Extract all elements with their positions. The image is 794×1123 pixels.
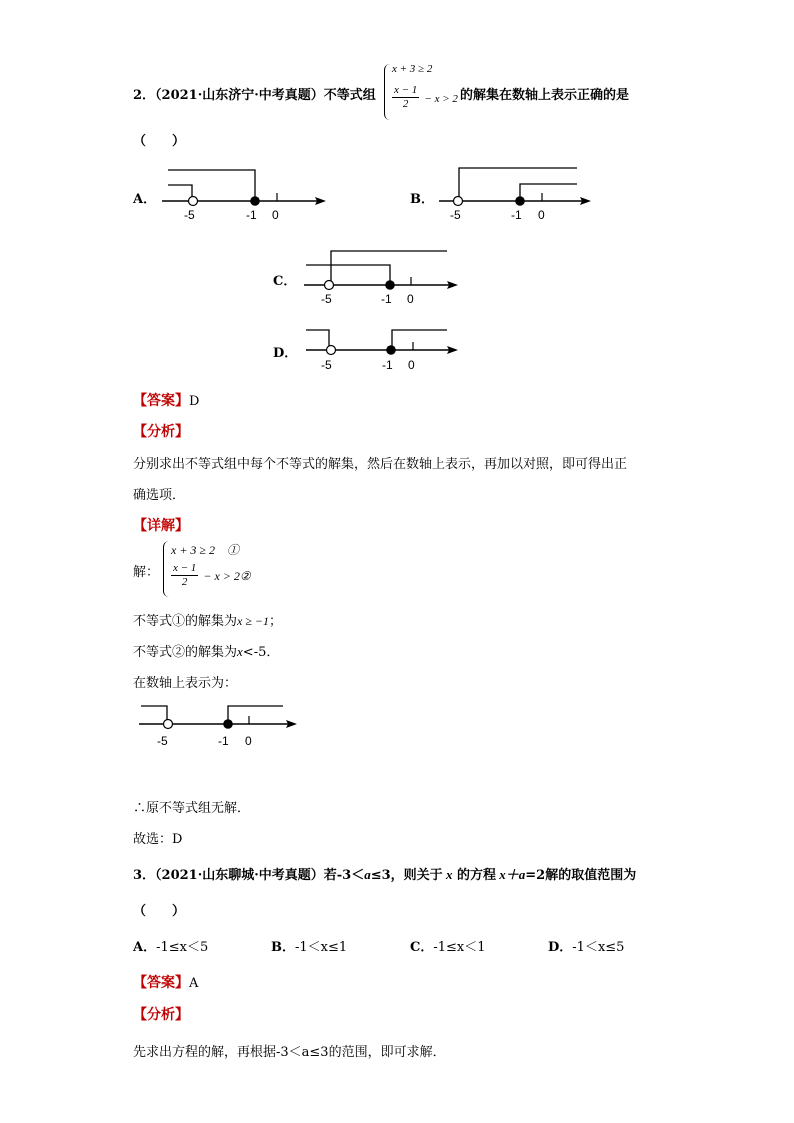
q3-answer-value: A xyxy=(189,976,199,991)
q3-analysis-text: 先求出方程的解，再根据-3＜a≤3的范围，即可求解． xyxy=(133,1045,446,1060)
solution-ineq2: $\frac{x - 1}{2}$ − x > 2② xyxy=(173,562,251,588)
q2-paren: （ ） xyxy=(133,134,186,149)
choose-line: 故选：D xyxy=(133,832,183,847)
solution-number-line xyxy=(135,700,305,752)
number-line-a xyxy=(160,160,330,222)
tick-b-0: 0 xyxy=(538,208,545,222)
tick-c-0: 0 xyxy=(407,292,414,304)
tick-sol-neg1: -1 xyxy=(218,734,229,748)
q3-analysis-tag: 【分析】 xyxy=(133,1007,189,1023)
solution-line2: 不等式②的解集为x<-5． xyxy=(133,644,280,660)
therefore-line: ∴原不等式组无解． xyxy=(133,801,251,816)
answer-value: D xyxy=(189,394,200,409)
q3-answer-tag: 【答案】 xyxy=(133,975,189,991)
solution-prefix: 解： xyxy=(133,565,160,580)
q2-system-ineq1: x + 3 ≥ 2 xyxy=(392,63,433,75)
detail-tag: 【详解】 xyxy=(133,518,189,534)
q2-fraction: $\frac{x - 1}{2}$ xyxy=(394,84,418,110)
solution-fraction: $\frac{x - 1}{2}$ xyxy=(173,562,197,588)
analysis-text-line1: 分别求出不等式组中每个不等式的解集，然后在数轴上表示，再加以对照，即可得出正 xyxy=(133,457,628,472)
solution-line3: 在数轴上表示为： xyxy=(133,676,238,691)
tick-c-neg5: -5 xyxy=(321,292,332,304)
q3-option-d: D．-1＜x≤5 xyxy=(548,940,625,955)
solution-system-brace xyxy=(163,541,170,597)
q3-option-a: A．-1≤x＜5 xyxy=(133,940,209,955)
analysis-text-line2: 确选项． xyxy=(133,488,186,503)
q2-answer xyxy=(133,390,199,410)
q3-paren: （ ） xyxy=(133,904,186,919)
tick-a-0: 0 xyxy=(272,208,279,222)
solution-line1: 不等式①的解集为x ≥ −1； xyxy=(133,614,283,629)
number-line-d xyxy=(300,320,470,380)
answer-tag: 【答案】 xyxy=(133,393,189,409)
q3-answer xyxy=(133,972,198,992)
q2-system-brace xyxy=(384,64,391,120)
tick-d-neg1: -1 xyxy=(382,358,393,372)
option-b-label: B． xyxy=(410,192,434,207)
tick-a-neg1: -1 xyxy=(246,208,257,222)
tick-d-0: 0 xyxy=(408,358,415,372)
analysis-tag: 【分析】 xyxy=(133,424,189,440)
tick-b-neg5: -5 xyxy=(450,208,461,222)
q3-option-c: C．-1≤x＜1 xyxy=(410,940,486,955)
option-a-label: A． xyxy=(133,192,157,207)
number-line-b xyxy=(435,160,595,222)
tick-sol-0: 0 xyxy=(245,734,252,748)
option-d-label: D． xyxy=(273,346,298,361)
tick-d-neg5: -5 xyxy=(321,358,332,372)
q2-stem-prefix: 2．（2021·山东济宁·中考真题）不等式组 xyxy=(133,88,376,103)
tick-c-neg1: -1 xyxy=(381,292,392,304)
q3-stem: 3．（2021·山东聊城·中考真题）若-3＜a≤3，则关于 x 的方程 x＋a=2解的取值范围为 xyxy=(133,867,637,883)
tick-sol-neg5: -5 xyxy=(157,734,168,748)
option-c-label: C． xyxy=(273,274,297,289)
number-line-c xyxy=(300,242,470,304)
tick-b-neg1: -1 xyxy=(511,208,522,222)
solution-ineq1: x + 3 ≥ 2 ① xyxy=(171,543,240,557)
tick-a-neg5: -5 xyxy=(184,208,195,222)
q2-system-ineq2: $\frac{x - 1}{2}$ − x > 2 xyxy=(394,84,458,110)
q2-stem-suffix: 的解集在数轴上表示正确的是 xyxy=(460,88,630,103)
q3-option-b: B．-1＜x≤1 xyxy=(271,940,348,955)
